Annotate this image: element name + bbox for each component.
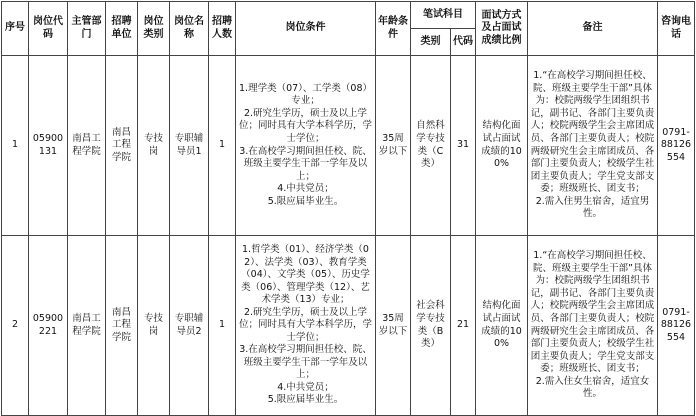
header-department: 主管部门: [68, 2, 106, 56]
cell-department: 南昌工程学院: [68, 236, 106, 416]
header-remarks: 备注: [528, 2, 658, 56]
cell-exam-code: 31: [451, 56, 476, 236]
cell-seq: 1: [2, 56, 29, 236]
cell-headcount: 1: [209, 56, 236, 236]
header-conditions: 岗位条件: [236, 2, 376, 56]
cell-conditions: 1.理学类（07）、工学类（08）专业； 2.研究生学历，硕士及以上学位；同时具有大学本科学历，学士学位； 3.在高校学习期间担任校、院、班级主要学生干部一学年及以上； 4.中共党员； 5.限应届毕业生。: [236, 56, 376, 236]
cell-post-code: 05900131: [29, 56, 68, 236]
table-row: [2, 56, 695, 236]
cell-age: 35周岁以下: [376, 56, 411, 236]
cell-post-type: 专技岗: [138, 236, 170, 416]
cell-post-code: 05900221: [29, 236, 68, 416]
header-post-code: 岗位代码: [29, 2, 68, 56]
cell-post-name: 专职辅导员2: [170, 236, 209, 416]
header-age: 年龄条件: [376, 2, 411, 56]
cell-post-name: 专职辅导员1: [170, 56, 209, 236]
cell-employer: 南昌工程学院: [106, 236, 138, 416]
cell-seq: 2: [2, 236, 29, 416]
header-seq: 序号: [2, 2, 29, 56]
header-interview: 面试方式及占面试成绩比例: [476, 2, 528, 56]
cell-employer: 南昌工程学院: [106, 56, 138, 236]
cell-conditions: 1.哲学类（01）、经济学类（02）、法学类（03）、教育学类（04）、文学类（05）、历史学类（06）、管理学类（12）、艺术学类（13）专业； 2.研究生学历，硕士及以上学位；同时具有大学本科学历，学士学位； 3.在高校学习期间担任校、院、班级主要学生干部一学年及以上； 4.中共党员； 5.限应届毕业生。: [236, 236, 376, 416]
header-exam-category: 类别: [411, 29, 451, 56]
header-headcount: 招聘人数: [209, 2, 236, 56]
table-header-row: [2, 2, 695, 29]
cell-exam-code: 21: [451, 236, 476, 416]
cell-interview: 结构化面试占面试成绩的100%: [476, 236, 528, 416]
cell-remarks: 1.“在高校学习期间担任校、院、班级主要学生干部”具体为：校院两级学生团组织书记，副书记、各部门主要负责人；校院两级学生会主席团成员、各部门主要负责人；校院两级研究生会主席团成员、各部门主要负责人；校级学生社团主要负责人；学生党支部支委；班级班长、团支书； 2.需入住女生宿舍，适宜女性。: [528, 236, 658, 416]
cell-phone: 0791-88126554: [658, 236, 695, 416]
table-row: [2, 236, 695, 416]
cell-age: 35周岁以下: [376, 236, 411, 416]
cell-headcount: 1: [209, 236, 236, 416]
cell-exam-category: 社会科学专技类（B类）: [411, 236, 451, 416]
cell-remarks: 1.“在高校学习期间担任校、院、班级主要学生干部”具体为：校院两级学生团组织书记，副书记、各部门主要负责人；校院两级学生会主席团成员、各部门主要负责人；校院两级研究生会主席团成员、各部门主要负责人；校级学生社团主要负责人；学生党支部支委；班级班长、团支书； 2.需入住男生宿舍，适宜男性。: [528, 56, 658, 236]
header-employer: 招聘单位: [106, 2, 138, 56]
cell-exam-category: 自然科学专技类（C类）: [411, 56, 451, 236]
header-phone: 咨询电话: [658, 2, 695, 56]
header-post-name: 岗位名称: [170, 2, 209, 56]
recruitment-table: [1, 1, 695, 416]
cell-department: 南昌工程学院: [68, 56, 106, 236]
cell-phone: 0791-88126554: [658, 56, 695, 236]
header-post-type: 岗位类别: [138, 2, 170, 56]
cell-post-type: 专技岗: [138, 56, 170, 236]
header-exam-code: 代码: [451, 29, 476, 56]
header-exam: 笔试科目: [411, 2, 476, 29]
cell-interview: 结构化面试占面试成绩的100%: [476, 56, 528, 236]
